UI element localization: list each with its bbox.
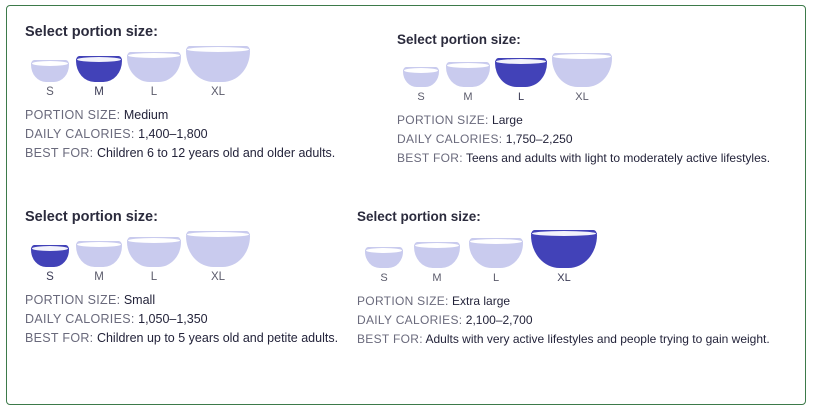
best-for-row: [25, 146, 395, 160]
bowl-icon-l[interactable]: [469, 238, 523, 268]
portion-size-panel: [15, 209, 395, 350]
portion-size-key: PORTION SIZE:: [397, 113, 489, 127]
daily-calories-row: [25, 127, 395, 141]
bowl-icon-s[interactable]: [31, 245, 69, 267]
daily-calories-value: 1,050–1,350: [138, 312, 208, 326]
bowl-size-options[interactable]: [347, 230, 807, 284]
best-for-value: Children up to 5 years old and petite adults.: [96, 331, 339, 345]
bowl-icon-l[interactable]: [127, 237, 181, 267]
bowl-icon-m[interactable]: [414, 242, 460, 268]
daily-calories-row: [397, 132, 807, 146]
daily-calories-key: DAILY CALORIES:: [25, 127, 135, 141]
bowl-label-m: M: [432, 272, 442, 284]
bowl-option-s[interactable]: [359, 247, 409, 284]
bowl-rim-icon: [76, 56, 122, 63]
daily-calories-key: DAILY CALORIES:: [397, 132, 503, 146]
bowl-rim-icon: [446, 62, 490, 69]
bowl-icon-xl[interactable]: [531, 230, 597, 268]
best-for-value: Children 6 to 12 years old and older adults.: [96, 146, 336, 160]
page-title: Select portion size:: [397, 32, 521, 47]
bowl-icon-s[interactable]: [31, 60, 69, 82]
bowl-option-l[interactable]: [493, 58, 549, 103]
portion-size-value: Medium: [123, 108, 169, 122]
bowl-label-xl: XL: [557, 272, 571, 284]
bowl-option-xl[interactable]: [527, 230, 601, 284]
bowl-label-s: S: [46, 86, 54, 98]
daily-calories-key: DAILY CALORIES:: [25, 312, 135, 326]
portion-size-value: Small: [123, 293, 156, 307]
daily-calories-row: [357, 313, 807, 327]
bowl-icon-l[interactable]: [495, 58, 547, 87]
best-for-key: BEST FOR:: [25, 146, 94, 160]
bowl-label-l: L: [517, 91, 525, 103]
bowl-icon-xl[interactable]: [552, 53, 612, 87]
bowl-option-l[interactable]: [125, 52, 183, 98]
portion-info: [387, 113, 807, 165]
best-for-row: [357, 332, 807, 346]
bowl-label-xl: XL: [210, 271, 226, 283]
portion-size-panel: [387, 32, 807, 170]
bowl-icon-m[interactable]: [446, 62, 490, 87]
bowl-rim-icon: [76, 241, 122, 248]
bowl-rim-icon: [552, 53, 612, 60]
bowl-option-s[interactable]: [27, 245, 73, 283]
bowl-label-l: L: [150, 271, 158, 283]
portion-info: [15, 293, 395, 345]
bowl-label-l: L: [492, 272, 500, 284]
best-for-row: [25, 331, 395, 345]
portion-size-key: PORTION SIZE:: [25, 108, 121, 122]
best-for-key: BEST FOR:: [25, 331, 94, 345]
bowl-label-s: S: [417, 91, 425, 103]
bowl-option-xl[interactable]: [549, 53, 615, 103]
bowl-rim-icon: [531, 230, 597, 237]
bowl-label-m: M: [94, 86, 104, 98]
best-for-value: Adults with very active lifestyles and people trying to gain weight.: [425, 332, 770, 346]
portion-size-key: PORTION SIZE:: [25, 293, 121, 307]
daily-calories-value: 1,400–1,800: [138, 127, 208, 141]
bowl-size-options[interactable]: [15, 231, 395, 283]
bowl-rim-icon: [127, 237, 181, 244]
bowl-option-l[interactable]: [125, 237, 183, 283]
daily-calories-value: 1,750–2,250: [505, 132, 573, 146]
best-for-key: BEST FOR:: [357, 332, 423, 346]
bowl-option-xl[interactable]: [183, 46, 253, 98]
portion-size-key: PORTION SIZE:: [357, 294, 449, 308]
page-title: Select portion size:: [25, 24, 158, 40]
bowl-label-l: L: [150, 86, 158, 98]
bowl-icon-s[interactable]: [365, 247, 403, 268]
portion-size-panel: [15, 24, 395, 165]
bowl-option-m[interactable]: [409, 242, 465, 284]
bowl-option-l[interactable]: [465, 238, 527, 284]
bowl-rim-icon: [186, 46, 250, 53]
bowl-option-m[interactable]: [443, 62, 493, 103]
page-title: Select portion size:: [357, 209, 481, 224]
bowl-icon-xl[interactable]: [186, 46, 250, 82]
bowl-rim-icon: [414, 242, 460, 249]
bowl-icon-xl[interactable]: [186, 231, 250, 267]
portion-size-row: [25, 293, 395, 307]
bowl-label-xl: XL: [575, 91, 589, 103]
bowl-rim-icon: [469, 238, 523, 245]
bowl-label-s: S: [380, 272, 388, 284]
bowl-rim-icon: [31, 245, 69, 252]
bowl-option-m[interactable]: [73, 241, 125, 283]
bowl-option-m[interactable]: [73, 56, 125, 98]
bowl-size-options[interactable]: [387, 53, 807, 103]
bowl-option-xl[interactable]: [183, 231, 253, 283]
portion-size-value: Extra large: [452, 294, 511, 308]
bowl-icon-m[interactable]: [76, 56, 122, 82]
portion-size-row: [25, 108, 395, 122]
bowl-label-m: M: [463, 91, 473, 103]
best-for-row: [397, 151, 807, 165]
bowl-rim-icon: [365, 247, 403, 254]
best-for-value: Teens and adults with light to moderately active lifestyles.: [465, 151, 771, 165]
daily-calories-key: DAILY CALORIES:: [357, 313, 463, 327]
portion-size-panel: [347, 209, 807, 351]
portion-info: [347, 294, 807, 346]
best-for-key: BEST FOR:: [397, 151, 463, 165]
bowl-label-xl: XL: [210, 86, 226, 98]
portion-size-row: [397, 113, 807, 127]
bowl-rim-icon: [186, 231, 250, 238]
bowl-option-s[interactable]: [27, 60, 73, 98]
portion-size-row: [357, 294, 807, 308]
portion-size-selector-frame: [6, 5, 806, 405]
bowl-icon-m[interactable]: [76, 241, 122, 267]
bowl-size-options[interactable]: [15, 46, 395, 98]
daily-calories-row: [25, 312, 395, 326]
bowl-icon-s[interactable]: [403, 67, 439, 87]
portion-size-value: Large: [492, 113, 523, 127]
bowl-icon-l[interactable]: [127, 52, 181, 82]
bowl-rim-icon: [127, 52, 181, 59]
daily-calories-value: 2,100–2,700: [465, 313, 533, 327]
page-title: Select portion size:: [25, 209, 158, 225]
bowl-rim-icon: [31, 60, 69, 67]
bowl-label-s: S: [46, 271, 54, 283]
bowl-rim-icon: [403, 67, 439, 74]
bowl-option-s[interactable]: [399, 67, 443, 103]
portion-info: [15, 108, 395, 160]
bowl-rim-icon: [495, 58, 547, 65]
bowl-label-m: M: [94, 271, 104, 283]
